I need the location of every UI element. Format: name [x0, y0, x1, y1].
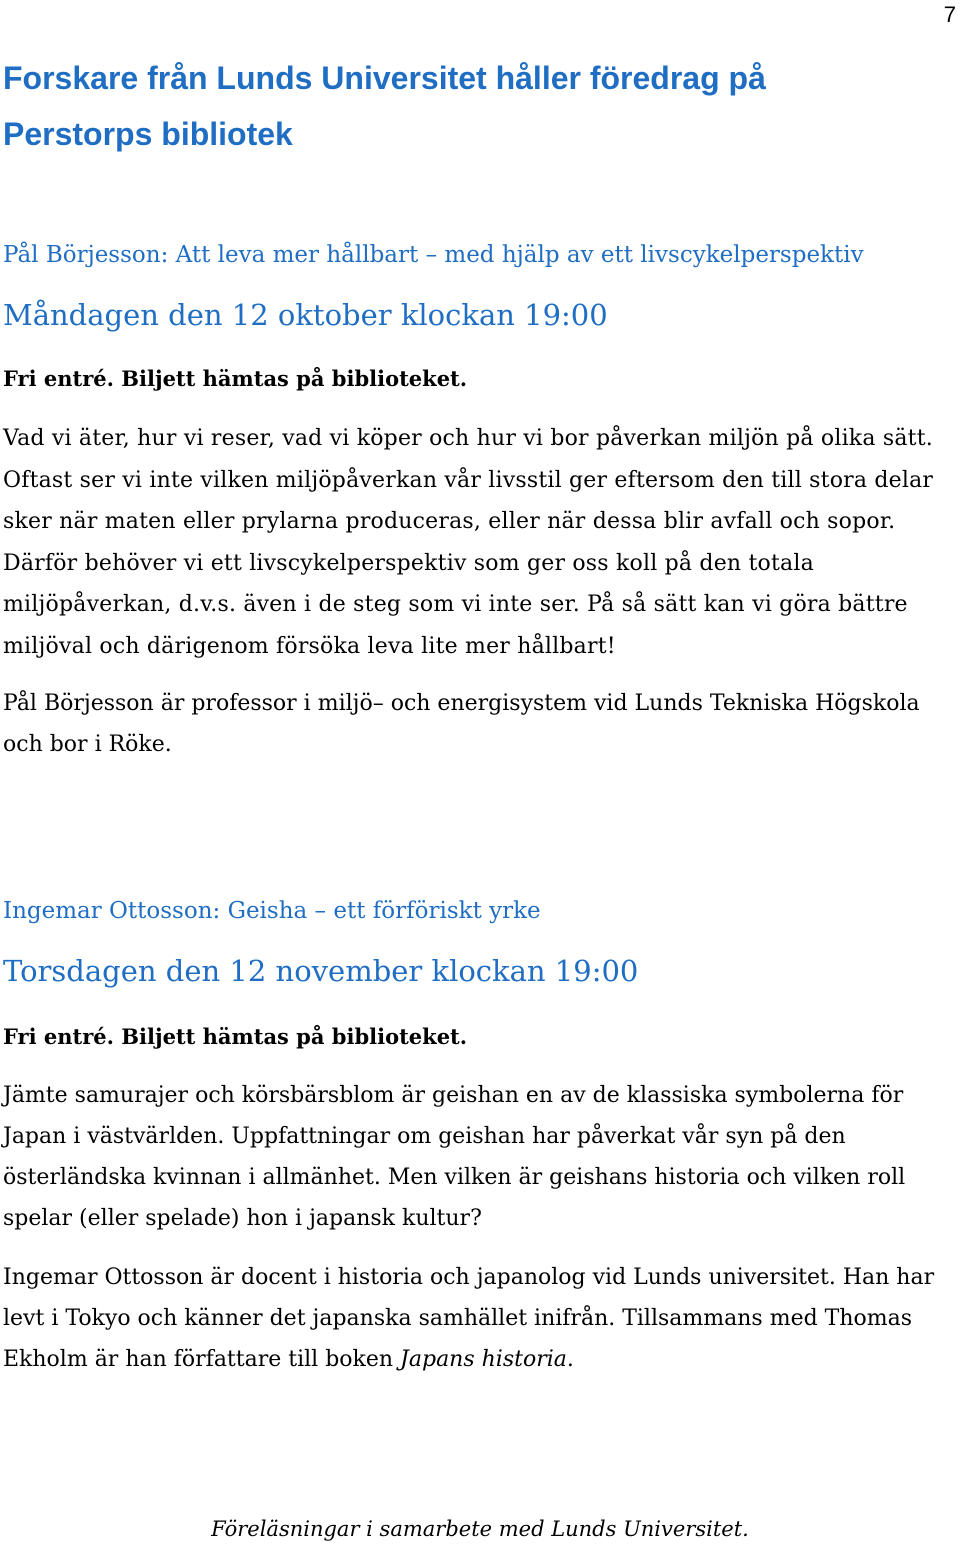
- event-2-speaker-bio: [3, 1257, 958, 1380]
- book-title: Japans historia: [400, 1347, 567, 1372]
- page-number: 7: [943, 2, 956, 27]
- event-2-bio-text: Ingemar Ottosson är docent i historia och japanolog vid Lunds universitet. Han har levt i Tokyo och känner det japanska samhället inifrån. Tillsammans med Thomas Ekholm är han författare till boken: [3, 1265, 935, 1372]
- page-headline-line2: Perstorps bibliotek: [3, 116, 293, 152]
- event-1-entry-note: Fri entré. Biljett hämtas på biblioteket.: [3, 366, 468, 391]
- page-headline-line1: Forskare från Lunds Universitet håller föredrag på: [3, 60, 766, 96]
- event-2-title: Ingemar Ottosson: Geisha – ett förföriskt yrke: [3, 898, 541, 924]
- event-1-title: Pål Börjesson: Att leva mer hållbart – med hjälp av ett livscykelperspektiv: [3, 242, 864, 268]
- event-1-date: Måndagen den 12 oktober klockan 19:00: [3, 298, 608, 332]
- event-2-entry-note: Fri entré. Biljett hämtas på biblioteket.: [3, 1024, 468, 1049]
- event-2-date: Torsdagen den 12 november klockan 19:00: [3, 954, 639, 988]
- event-1-speaker-bio: Pål Börjesson är professor i miljö– och energisystem vid Lunds Tekniska Högskola och bor i Röke.: [3, 691, 920, 757]
- event-2-description: Jämte samurajer och körsbärsblom är geishan en av de klassiska symbolerna för Japan i västvärlden. Uppfattningar om geishan har påverkat vår syn på den österländska kvinnan i allmänhet. Men vilken är geishans historia och vilken roll spelar (eller spelade) hon i japansk kultur?: [3, 1083, 906, 1231]
- event-2-bio-end: .: [566, 1347, 574, 1372]
- event-1-description: Vad vi äter, hur vi reser, vad vi köper och hur vi bor påverkan miljön på olika sätt. Oftast ser vi inte vilken miljöpåverkan vår livsstil ger eftersom den till stora delar sker när maten eller prylarna produceras, eller när dessa blir avfall och sopor. Därför behöver vi ett livscykelperspektiv som ger oss koll på den totala miljöpåverkan, d.v.s. även i de steg som vi inte ser. På så sätt kan vi göra bättre miljöval och därigenom försöka leva lite mer hållbart!: [3, 426, 934, 659]
- footer-note: Föreläsningar i samarbete med Lunds Universitet.: [211, 1517, 749, 1541]
